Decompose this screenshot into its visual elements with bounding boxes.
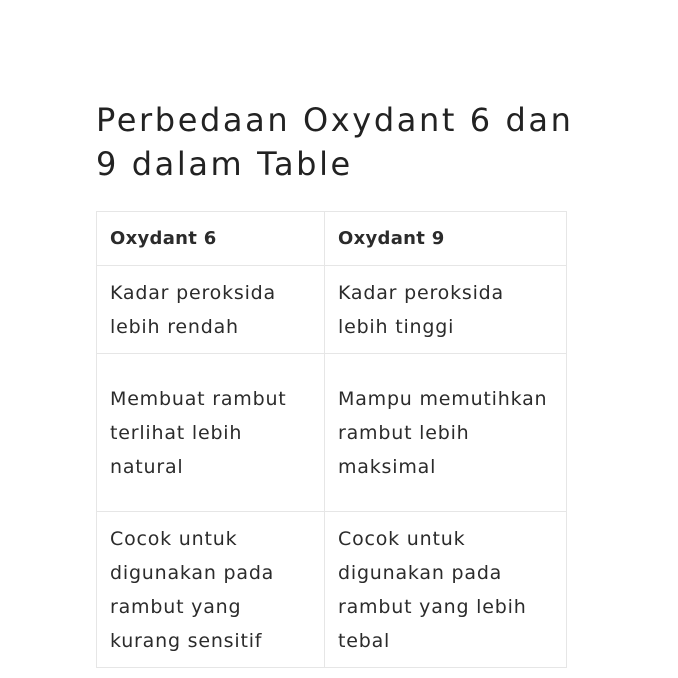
table-row bbox=[97, 266, 567, 354]
table-cell: Cocok untuk digunakan pada rambut yang lebih tebal bbox=[325, 512, 567, 668]
table-cell: Membuat rambut terlihat lebih natural bbox=[97, 354, 325, 512]
page-title: Perbedaan Oxydant 6 dan 9 dalam Table bbox=[96, 101, 574, 183]
column-header-oxydant-9: Oxydant 9 bbox=[325, 212, 567, 266]
table-header-row bbox=[97, 212, 567, 266]
table-row bbox=[97, 512, 567, 668]
column-header-oxydant-6: Oxydant 6 bbox=[97, 212, 325, 266]
table-cell: Mampu memutihkan rambut lebih maksimal bbox=[325, 354, 567, 512]
table-cell: Kadar peroksida lebih tinggi bbox=[325, 266, 567, 354]
comparison-table bbox=[96, 211, 567, 668]
table-cell: Kadar peroksida lebih rendah bbox=[97, 266, 325, 354]
table-row bbox=[97, 354, 567, 512]
table-cell: Cocok untuk digunakan pada rambut yang kurang sensitif bbox=[97, 512, 325, 668]
